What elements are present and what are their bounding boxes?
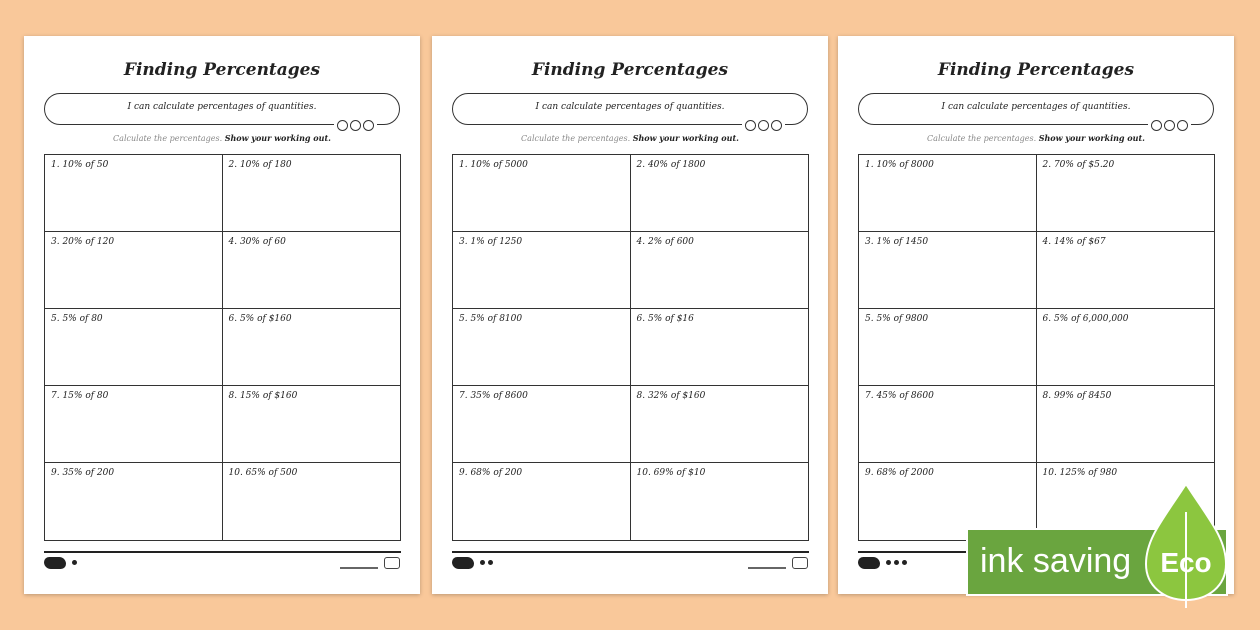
footer-mark [340, 557, 400, 571]
objective-text: I can calculate percentages of quantities. [941, 102, 1131, 112]
question-cell [631, 386, 809, 463]
question-text: 4. 30% of 60 [228, 237, 286, 247]
question-text: 7. 35% of 8600 [459, 391, 528, 401]
instructions-plain: Calculate the percentages. [927, 134, 1037, 143]
worksheet-title: Finding Percentages [531, 60, 729, 80]
question-cell [45, 232, 223, 309]
question-cell [1037, 232, 1215, 309]
question-cell [453, 463, 631, 540]
question-text: 9. 68% of 2000 [865, 468, 934, 478]
dot-icon [488, 560, 493, 565]
question-text: 8. 99% of 8450 [1042, 391, 1112, 401]
question-text: 7. 45% of 8600 [865, 391, 934, 401]
footer-rule [452, 551, 809, 553]
question-text: 5. 5% of 80 [51, 314, 103, 324]
question-text: 6. 5% of 6,000,000 [1042, 314, 1129, 324]
circle-icon [363, 120, 374, 131]
worksheet-title: Finding Percentages [123, 60, 321, 80]
question-text: 1. 10% of 5000 [459, 160, 528, 170]
question-text: 6. 5% of $160 [228, 314, 292, 324]
instructions [24, 133, 420, 143]
instructions [432, 133, 828, 143]
question-text: 2. 40% of 1800 [636, 160, 706, 170]
worksheet-1 [24, 36, 420, 594]
question-cell [631, 232, 809, 309]
question-text: 8. 15% of $160 [228, 391, 298, 401]
question-cell [453, 309, 631, 386]
question-text: 9. 35% of 200 [51, 468, 115, 478]
objective-banner [452, 93, 808, 125]
eco-label: Eco [1160, 547, 1212, 578]
question-text: 5. 5% of 9800 [865, 314, 929, 324]
circle-icon [745, 120, 756, 131]
difficulty-dots [480, 560, 493, 565]
question-cell [631, 155, 809, 232]
objective-text: I can calculate percentages of quantities. [535, 102, 725, 112]
question-text: 3. 20% of 120 [51, 237, 115, 247]
pencil-icon [384, 557, 400, 569]
self-assessment-circles [334, 120, 377, 131]
instructions-plain: Calculate the percentages. [113, 134, 223, 143]
question-text: 6. 5% of $16 [636, 314, 694, 324]
question-cell [223, 155, 401, 232]
eco-leaf-icon [1144, 482, 1228, 610]
brand-logo-icon [452, 557, 474, 569]
question-cell [45, 309, 223, 386]
self-assessment-circles [1148, 120, 1191, 131]
question-cell [859, 155, 1037, 232]
worksheet-title: Finding Percentages [937, 60, 1135, 80]
question-cell [631, 309, 809, 386]
question-cell [45, 155, 223, 232]
question-text: 3. 1% of 1450 [865, 237, 929, 247]
circle-icon [350, 120, 361, 131]
objective-banner [44, 93, 400, 125]
question-cell [453, 386, 631, 463]
circle-icon [771, 120, 782, 131]
difficulty-dots [886, 560, 907, 565]
self-assessment-circles [742, 120, 785, 131]
instructions [838, 133, 1234, 143]
dot-icon [886, 560, 891, 565]
question-text: 5. 5% of 8100 [459, 314, 523, 324]
question-text: 7. 15% of 80 [51, 391, 109, 401]
worksheet-2 [432, 36, 828, 594]
question-grid [452, 154, 809, 541]
question-text: 1. 10% of 8000 [865, 160, 934, 170]
question-text: 10. 65% of 500 [228, 468, 298, 478]
question-text: 2. 70% of $5.20 [1042, 160, 1115, 170]
question-cell [453, 155, 631, 232]
question-cell [1037, 155, 1215, 232]
instructions-bold: Show your working out. [632, 133, 739, 143]
question-text: 10. 69% of $10 [636, 468, 706, 478]
dot-icon [902, 560, 907, 565]
question-cell [859, 386, 1037, 463]
question-cell [631, 463, 809, 540]
question-text: 4. 2% of 600 [636, 237, 694, 247]
question-text: 9. 68% of 200 [459, 468, 523, 478]
dot-icon [72, 560, 77, 565]
question-cell [1037, 386, 1215, 463]
difficulty-dots [72, 560, 77, 565]
question-cell [45, 463, 223, 540]
footer-url-line [748, 567, 786, 569]
circle-icon [1164, 120, 1175, 131]
question-text: 10. 125% of 980 [1042, 468, 1118, 478]
footer-rule [44, 551, 401, 553]
question-text: 1. 10% of 50 [51, 160, 109, 170]
circle-icon [1177, 120, 1188, 131]
dot-icon [480, 560, 485, 565]
question-text: 4. 14% of $67 [1042, 237, 1106, 247]
brand-logo-icon [858, 557, 880, 569]
question-text: 2. 10% of 180 [228, 160, 292, 170]
objective-text: I can calculate percentages of quantities. [127, 102, 317, 112]
question-text: 8. 32% of $160 [636, 391, 706, 401]
instructions-bold: Show your working out. [1038, 133, 1145, 143]
question-cell [859, 232, 1037, 309]
question-text: 3. 1% of 1250 [459, 237, 523, 247]
question-cell [223, 232, 401, 309]
question-cell [1037, 309, 1215, 386]
instructions-plain: Calculate the percentages. [521, 134, 631, 143]
footer-url-line [340, 567, 378, 569]
question-grid [44, 154, 401, 541]
circle-icon [758, 120, 769, 131]
question-cell [453, 232, 631, 309]
question-cell [45, 386, 223, 463]
footer-mark [748, 557, 808, 571]
question-cell [223, 386, 401, 463]
circle-icon [1151, 120, 1162, 131]
instructions-bold: Show your working out. [224, 133, 331, 143]
pencil-icon [792, 557, 808, 569]
dot-icon [894, 560, 899, 565]
question-cell [223, 463, 401, 540]
objective-banner [858, 93, 1214, 125]
brand-logo-icon [44, 557, 66, 569]
ink-saving-label: ink saving [980, 542, 1132, 580]
circle-icon [337, 120, 348, 131]
question-cell [223, 309, 401, 386]
question-cell [859, 309, 1037, 386]
